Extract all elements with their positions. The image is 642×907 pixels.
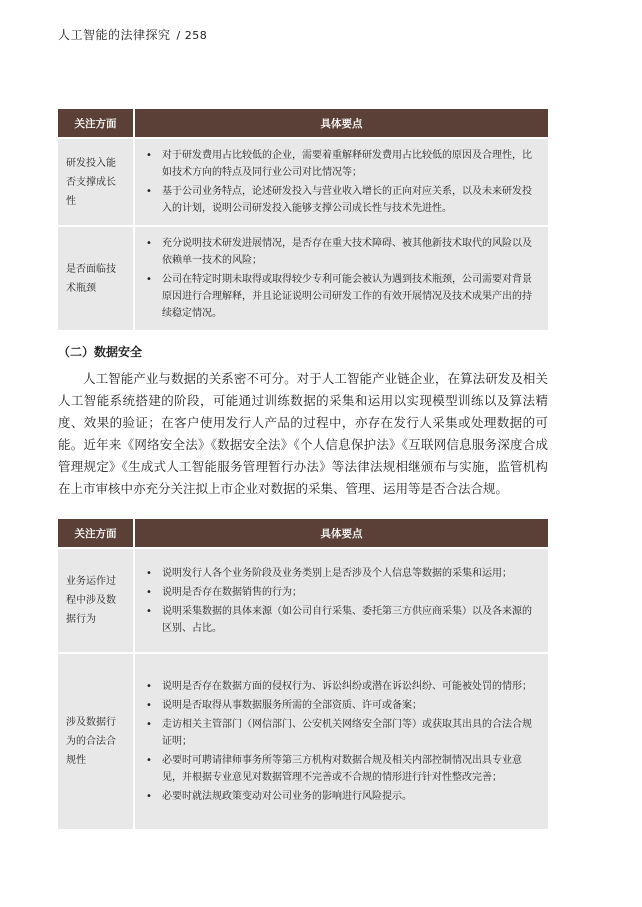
aspect-cell: 业务运作过程中涉及数据行为 <box>58 548 134 653</box>
list-item: • 说明采集数据的具体来源（如公司自行采集、委托第三方供应商采集）以及各来源的区别、占比。 <box>145 603 536 637</box>
points-list <box>145 678 536 805</box>
rd-requirements-table <box>58 109 548 330</box>
column-header-aspect: 关注方面 <box>58 109 134 138</box>
list-item: • 说明是否取得从事数据服务所需的全部资质、许可或备案； <box>145 697 536 714</box>
section-title: （二）数据安全 <box>58 345 143 359</box>
list-item: • 必要时可聘请律师事务所等第三方机构对数据合规及相关内部控制情况出具专业意见，并根据专业意见对数据管理不完善或不合规的情形进行针对性整改完善； <box>145 752 536 786</box>
points-list <box>145 235 536 322</box>
points-list <box>145 147 536 217</box>
points-list <box>145 565 536 637</box>
table-header-row <box>58 519 548 548</box>
list-item: • 必要时就法规政策变动对公司业务的影响进行风险提示。 <box>145 788 536 805</box>
column-header-points: 具体要点 <box>134 109 548 138</box>
column-header-aspect: 关注方面 <box>58 519 134 548</box>
points-cell <box>134 548 548 653</box>
table-header-row <box>58 109 548 138</box>
book-title: 人工智能的法律探究 <box>58 28 171 42</box>
aspect-cell: 研发投入能否支撑成长性 <box>58 138 134 226</box>
page-number: / 258 <box>176 29 208 42</box>
points-cell <box>134 138 548 226</box>
running-header <box>58 26 207 43</box>
list-item: • 说明是否存在数据方面的侵权行为、诉讼纠纷或潜在诉讼纠纷、可能被处罚的情形； <box>145 678 536 695</box>
list-item: • 公司在特定时期未取得或取得较少专利可能会被认为遇到技术瓶颈，公司需要对背景原因进行合理解释，并且论证说明公司研发工作的有效开展情况及技术成果产出的持续稳定情况。 <box>145 271 536 322</box>
aspect-cell: 涉及数据行为的合法合规性 <box>58 653 134 829</box>
data-security-table <box>58 519 548 829</box>
table-row <box>58 548 548 653</box>
table-row <box>58 226 548 330</box>
points-cell <box>134 653 548 829</box>
list-item: • 充分说明技术研发进展情况，是否存在重大技术障碍、被其他新技术取代的风险以及依赖单一技术的风险； <box>145 235 536 269</box>
list-item: • 对于研发费用占比较低的企业，需要着重解释研发费用占比较低的原因及合理性，比如技术方向的特点及同行业公司对比情况等； <box>145 147 536 181</box>
points-cell <box>134 226 548 330</box>
list-item: • 说明发行人各个业务阶段及业务类别上是否涉及个人信息等数据的采集和运用； <box>145 565 536 582</box>
body-paragraph: 人工智能产业与数据的关系密不可分。对于人工智能产业链企业，在算法研发及相关人工智能系统搭建的阶段，可能通过训练数据的采集和运用以实现模型训练以及算法精度、效果的验证；在客户使用发行人产品的过程中，亦存在发行人采集或处理数据的可能。近年来《网络安全法》《数据安全法》《个人信息保护法》《互联网信息服务深度合成管理规定》《生成式人工智能服务管理暂行办法》等法律法规相继颁布与实施，监管机构在上市审核中亦充分关注拟上市企业对数据的采集、管理、运用等是否合法合规。 <box>58 371 548 496</box>
column-header-points: 具体要点 <box>134 519 548 548</box>
table-row <box>58 653 548 829</box>
list-item: • 说明是否存在数据销售的行为； <box>145 584 536 601</box>
list-item: • 走访相关主管部门（网信部门、公安机关网络安全部门等）或获取其出具的合法合规证明； <box>145 716 536 750</box>
list-item: • 基于公司业务特点，论述研发投入与营业收入增长的正向对应关系，以及未来研发投入的计划，说明公司研发投入能够支撑公司成长性与技术先进性。 <box>145 183 536 217</box>
aspect-cell: 是否面临技术瓶颈 <box>58 226 134 330</box>
table-row <box>58 138 548 226</box>
